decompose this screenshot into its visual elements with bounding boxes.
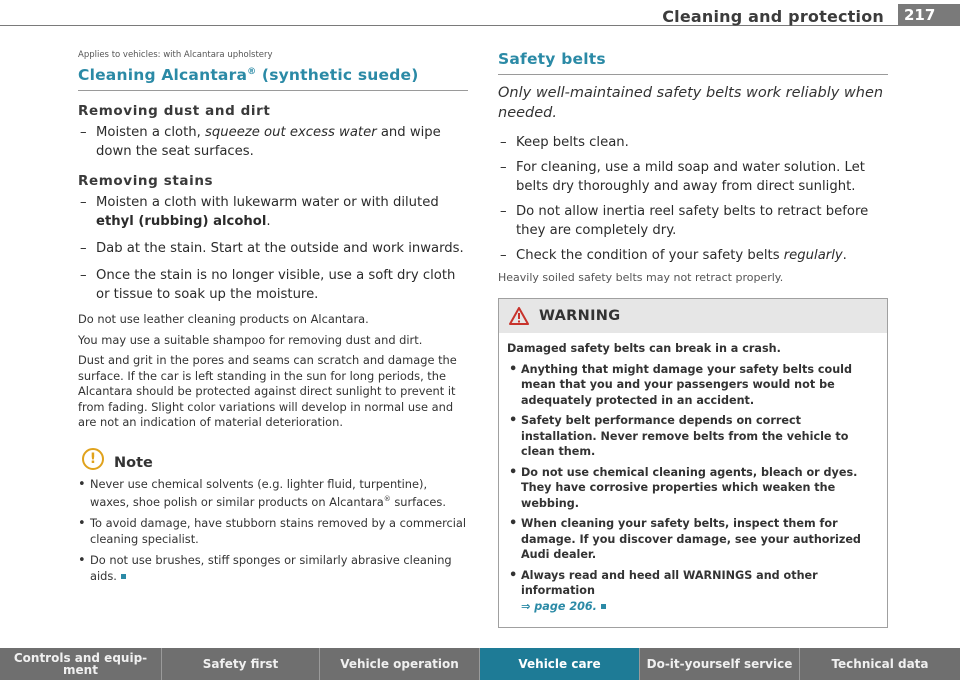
belt-care-steps xyxy=(498,133,888,265)
page-reference-link[interactable]: ⇒ page 206. xyxy=(521,599,597,613)
right-column xyxy=(498,50,888,628)
list-item: – Keep belts clean. xyxy=(498,133,888,152)
tab-controls-equipment[interactable]: Controls and equip-ment xyxy=(0,648,162,680)
end-marker xyxy=(601,604,606,609)
warning-triangle-icon xyxy=(509,307,529,325)
note-header xyxy=(78,447,468,471)
list-item: – Do not allow inertia reel safety belts to retract before they are completely dry. xyxy=(498,202,888,240)
tab-vehicle-operation[interactable]: Vehicle operation xyxy=(320,648,480,680)
list-item: – For cleaning, use a mild soap and water solution. Let belts dry thoroughly and away from direct sunlight. xyxy=(498,158,888,196)
subheading-stains: Removing stains xyxy=(78,173,214,189)
list-item: • Anything that might damage your safety belts could mean that you and your passengers would not be adequately protected in an accident. xyxy=(507,362,879,409)
section-title-safety-belts: Safety belts xyxy=(498,50,888,75)
dust-steps xyxy=(78,123,468,161)
note-title: Note xyxy=(114,454,153,471)
tab-technical-data[interactable]: Technical data xyxy=(800,648,960,680)
list-item: • Always read and heed all WARNINGS and other information ⇒ page 206. xyxy=(507,568,879,615)
list-item: – Moisten a cloth, squeeze out excess water and wipe down the seat surfaces. xyxy=(78,123,468,161)
applies-to-note: Applies to vehicles: with Alcantara upholstery xyxy=(78,50,273,60)
warning-body xyxy=(499,333,887,627)
section-title-alcantara: Cleaning Alcantara® (synthetic suede) xyxy=(78,66,468,91)
list-item: • Safety belt performance depends on correct installation. Never remove belts from the vehicle to clean them. xyxy=(507,413,879,460)
stain-steps xyxy=(78,193,468,304)
list-item: • Never use chemical solvents (e.g. lighter fluid, turpentine), waxes, shoe polish or similar products on Alcantara® surfaces. xyxy=(78,477,468,511)
note-list xyxy=(78,477,468,585)
list-item: • To avoid damage, have stubborn stains removed by a commercial cleaning specialist. xyxy=(78,516,468,547)
list-item: • When cleaning your safety belts, inspect them for damage. If you discover damage, see your authorized Audi dealer. xyxy=(507,516,879,563)
list-item: • Do not use brushes, stiff sponges or similarly abrasive cleaning aids. xyxy=(78,553,468,584)
list-item: • Do not use chemical cleaning agents, bleach or dyes. They have corrosive properties which weaken the webbing. xyxy=(507,465,879,512)
warning-lead: Damaged safety belts can break in a crash. xyxy=(507,342,781,355)
exclamation-circle-icon: ! xyxy=(82,448,104,470)
paragraph: Dust and grit in the pores and seams can scratch and damage the surface. If the car is left standing in the sun for long periods, the Alcantara should be protected against direct sunlight to prevent it from fading. Slight color variations will develop in normal use and are not an indication of material deterioration. xyxy=(78,353,457,429)
warning-box xyxy=(498,298,888,628)
tab-safety-first[interactable]: Safety first xyxy=(162,648,320,680)
list-item: – Check the condition of your safety belts regularly. xyxy=(498,246,888,265)
list-item: – Once the stain is no longer visible, use a soft dry cloth or tissue to soak up the moisture. xyxy=(78,266,468,304)
warning-list xyxy=(507,362,879,615)
paragraph: You may use a suitable shampoo for removing dust and dirt. xyxy=(78,332,423,347)
list-item: – Dab at the stain. Start at the outside and work inwards. xyxy=(78,239,468,258)
warning-header xyxy=(499,299,887,333)
warning-title: WARNING xyxy=(539,308,621,324)
tab-vehicle-care[interactable]: Vehicle care xyxy=(480,648,640,680)
intro-text: Only well-maintained safety belts work reliably when needed. xyxy=(498,85,884,121)
subheading-dust-dirt: Removing dust and dirt xyxy=(78,103,271,119)
chapter-nav xyxy=(0,648,960,680)
chapter-title: Cleaning and protection xyxy=(662,7,884,26)
list-item: – Moisten a cloth with lukewarm water or with diluted ethyl (rubbing) alcohol. xyxy=(78,193,468,231)
left-column xyxy=(78,50,468,590)
paragraph: Do not use leather cleaning products on Alcantara. xyxy=(78,312,369,326)
end-marker xyxy=(121,574,126,579)
hint-text: Heavily soiled safety belts may not retract properly. xyxy=(498,271,784,284)
page-number: 217 xyxy=(898,4,960,26)
tab-diy-service[interactable]: Do-it-yourself service xyxy=(640,648,800,680)
